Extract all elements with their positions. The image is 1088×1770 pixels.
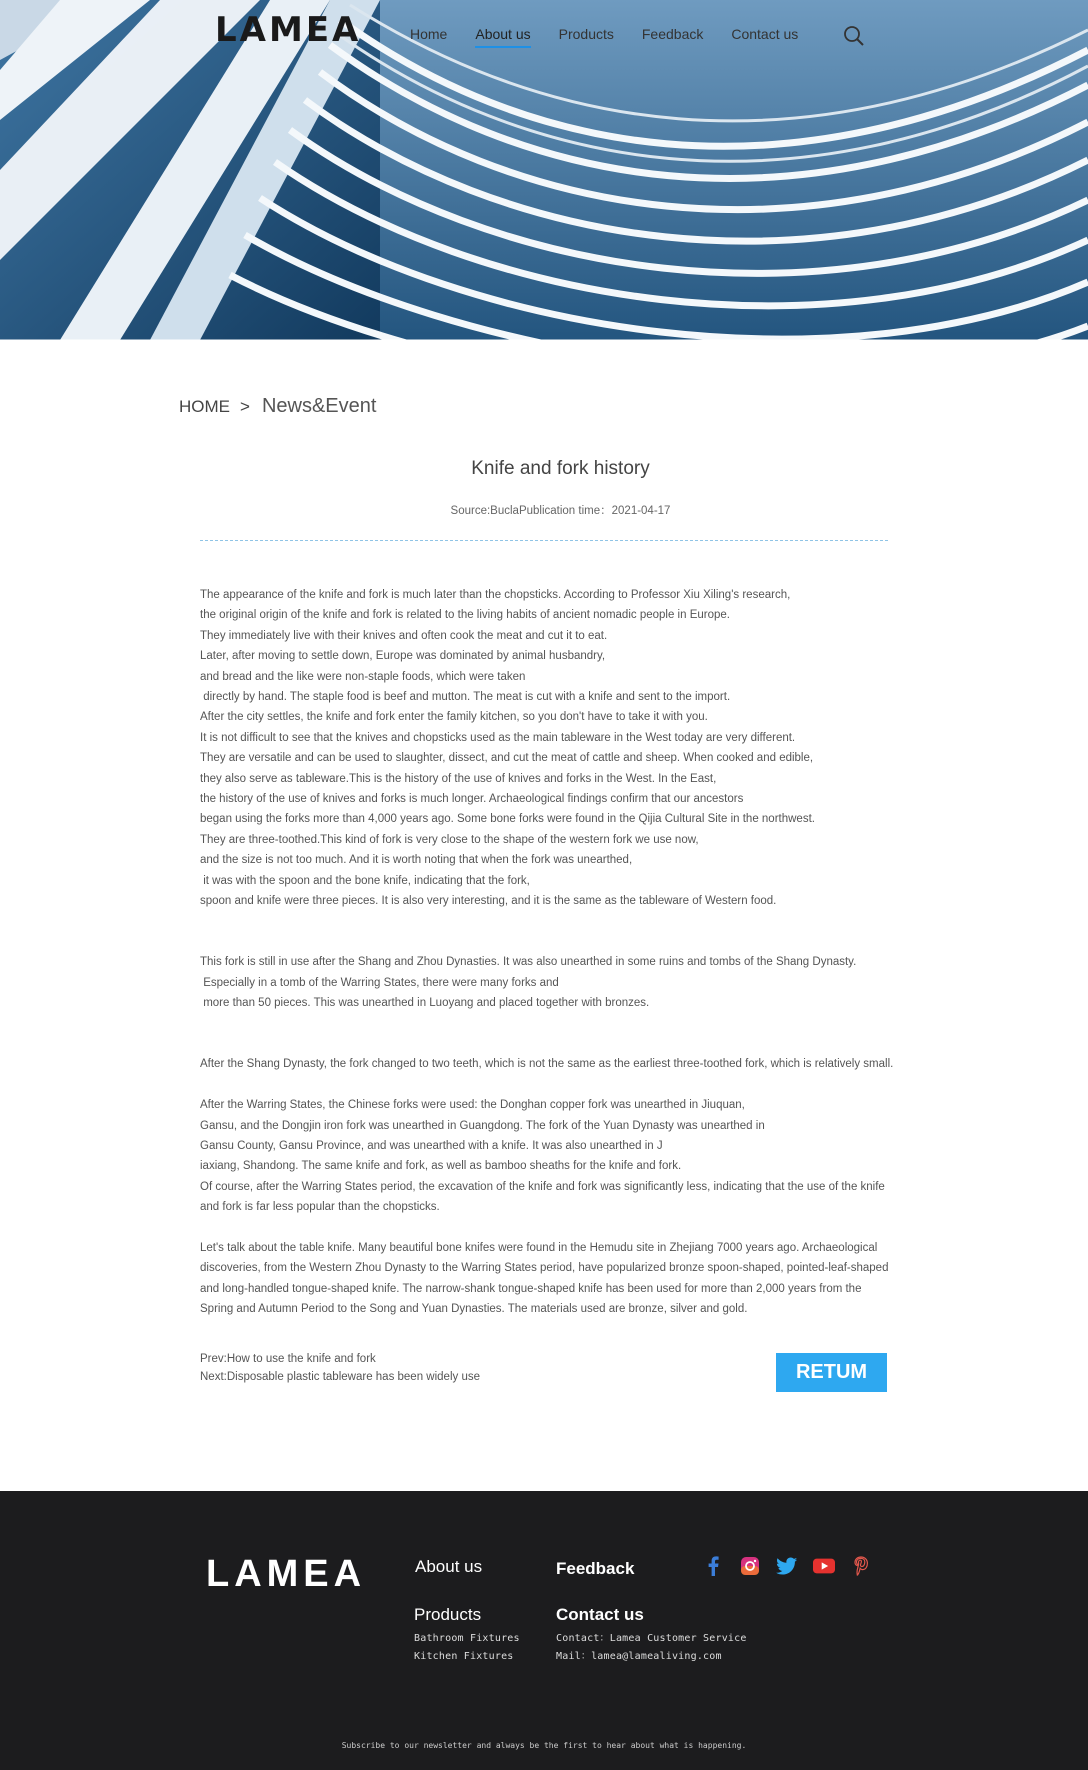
- text-line: the original origin of the knife and fork is related to the living habits of ancient nomadic people in Europe.: [200, 609, 730, 622]
- spacer: [200, 1218, 900, 1238]
- footer-feedback: [556, 1559, 634, 1579]
- nav-about[interactable]: About us: [475, 26, 530, 48]
- nav-products[interactable]: Products: [558, 26, 614, 42]
- text-line: directly by hand. The staple food is beef and mutton. The meat is cut with a knife and sent to the import.: [200, 691, 731, 704]
- paragraph-4: [200, 1095, 900, 1217]
- subscribe-text: Subscribe to our newsletter and always be the first to hear about what is happening.: [341, 1741, 747, 1750]
- text-line: and fork is far less popular than the chopsticks.: [200, 1201, 440, 1214]
- footer-about-link[interactable]: About us: [415, 1557, 483, 1576]
- text-line: Gansu County, Gansu Province, and was unearthed with a knife. It was also unearthed in J: [200, 1139, 663, 1152]
- footer-contact: [556, 1605, 747, 1666]
- site-logo[interactable]: LAMEA: [215, 10, 362, 50]
- footer: [0, 1491, 1088, 1770]
- footer-products-link[interactable]: Products: [414, 1605, 482, 1624]
- nav-home[interactable]: Home: [410, 26, 448, 42]
- text-line: discoveries, from the Western Zhou Dynasty to the Warring States period, have popularized bronze spoon-shaped, pointed-leaf-shaped: [200, 1262, 889, 1275]
- prev-article-link[interactable]: Prev:How to use the knife and fork: [200, 1353, 376, 1365]
- text-line: Let's talk about the table knife. Many beautiful bone knifes were found in the Hemudu site in Zhejiang 7000 years ago. Archaeological: [200, 1241, 878, 1254]
- footer-about: [415, 1557, 482, 1577]
- footer-feedback-link[interactable]: Feedback: [556, 1559, 635, 1578]
- text-line: they also serve as tableware.This is the history of the use of knives and forks in the West. In the East,: [200, 772, 717, 785]
- spacer: [200, 1014, 900, 1055]
- text-line: and the size is not too much. And it is worth noting that when the fork was unearthed,: [200, 854, 633, 867]
- text-line: began using the forks more than 4,000 years ago. Some bone forks were found in the Qijia Cultural Site in the northwest.: [200, 813, 815, 826]
- social-links: [702, 1555, 887, 1577]
- text-line: After the city settles, the knife and fork enter the family kitchen, so you don't have to take it with you.: [200, 711, 708, 724]
- text-line: spoon and knife were three pieces. It is also very interesting, and it is the same as the tableware of Western food.: [200, 895, 777, 908]
- twitter-icon[interactable]: [776, 1555, 798, 1577]
- hero-banner: [0, 0, 1088, 340]
- text-line: This fork is still in use after the Shang and Zhou Dynasties. It was also unearthed in some ruins and tombs of the Shang Dynasty.: [200, 956, 857, 969]
- text-line: After the Shang Dynasty, the fork changed to two teeth, which is not the same as the earliest three-toothed fork, which is relatively small.: [200, 1058, 894, 1071]
- instagram-icon[interactable]: [739, 1555, 761, 1577]
- footer-contact-item[interactable]: Mail：lamea@lamealiving.com: [556, 1651, 722, 1662]
- article-meta: Source:BuclaPublication time：2021-04-17: [450, 505, 671, 517]
- text-line: and long-handled tongue-shaped knife. The narrow-shank tongue-shaped knife has been used for more than 2,000 years from the: [200, 1282, 862, 1295]
- text-line: They are versatile and can be used to slaughter, dissect, and cut the meat of cattle and sheep. When cooked and edible,: [200, 752, 814, 765]
- youtube-icon[interactable]: [813, 1555, 835, 1577]
- divider: [200, 540, 888, 541]
- spacer: [200, 912, 900, 953]
- text-line: Of course, after the Warring States period, the excavation of the knife and fork was significantly less, indicating that the use of the knife: [200, 1180, 885, 1193]
- footer-contact-item: Contact：Lamea Customer Service: [556, 1633, 747, 1644]
- paragraph-3: [200, 1054, 900, 1074]
- return-button[interactable]: RETUM: [776, 1353, 887, 1392]
- paragraph-1: [200, 585, 900, 912]
- footer-product-item[interactable]: Kitchen Fixtures: [414, 1651, 514, 1662]
- text-line: iaxiang, Shandong. The same knife and fork, as well as bamboo sheaths for the knife and fork.: [200, 1160, 682, 1173]
- prev-next-links: [200, 1350, 480, 1386]
- nav-contact[interactable]: Contact us: [731, 26, 799, 42]
- text-line: After the Warring States, the Chinese forks were used: the Donghan copper fork was unearthed in Jiuquan,: [200, 1099, 745, 1112]
- paragraph-2: [200, 952, 900, 1013]
- text-line: more than 50 pieces. This was unearthed in Luoyang and placed together with bronzes.: [200, 997, 650, 1010]
- text-line: Later, after moving to settle down, Europe was dominated by animal husbandry,: [200, 650, 606, 663]
- paragraph-5: [200, 1238, 900, 1320]
- nav-feedback[interactable]: Feedback: [641, 26, 704, 42]
- breadcrumb-current: News&Event: [261, 395, 377, 417]
- pinterest-icon[interactable]: [850, 1555, 872, 1577]
- article-title: Knife and fork history: [471, 458, 650, 479]
- text-line: Spring and Autumn Period to the Song and Yuan Dynasties. The materials used are bronze, silver and gold.: [200, 1303, 748, 1316]
- text-line: Especially in a tomb of the Warring States, there were many forks and: [200, 976, 559, 989]
- text-line: Gansu, and the Dongjin iron fork was unearthed in Guangdong. The fork of the Yuan Dynasty was unearthed in: [200, 1119, 765, 1132]
- footer-product-item[interactable]: Bathroom Fixtures: [414, 1633, 520, 1644]
- text-line: and bread and the like were non-staple foods, which were taken: [200, 670, 526, 683]
- breadcrumb-separator: >: [240, 397, 250, 416]
- next-article-link[interactable]: Next:Disposable plastic tableware has been widely use: [200, 1371, 480, 1383]
- footer-logo[interactable]: LAMEA: [206, 1553, 367, 1595]
- text-line: They are three-toothed.This kind of fork is very close to the shape of the western fork we use now,: [200, 833, 699, 846]
- text-line: It is not difficult to see that the knives and chopsticks used as the main tableware in the West today are very different.: [200, 731, 796, 744]
- main-nav: [396, 26, 812, 48]
- text-line: The appearance of the knife and fork is much later than the chopsticks. According to Professor Xiu Xiling's research,: [200, 589, 791, 601]
- article-body: [200, 585, 900, 1320]
- footer-contact-link[interactable]: Contact us: [556, 1605, 644, 1624]
- text-line: They immediately live with their knives and often cook the meat and cut it to eat.: [200, 629, 608, 642]
- text-line: the history of the use of knives and forks is much longer. Archaeological findings confirm that our ancestors: [200, 793, 744, 806]
- footer-products: [414, 1605, 520, 1666]
- building-illustration: [0, 0, 1088, 340]
- spacer: [200, 1075, 900, 1095]
- text-line: it was with the spoon and the bone knife, indicating that the fork,: [200, 874, 530, 887]
- breadcrumb: [179, 395, 376, 418]
- facebook-icon[interactable]: [702, 1555, 724, 1577]
- search-icon[interactable]: [843, 25, 865, 47]
- breadcrumb-home[interactable]: HOME: [179, 397, 230, 416]
